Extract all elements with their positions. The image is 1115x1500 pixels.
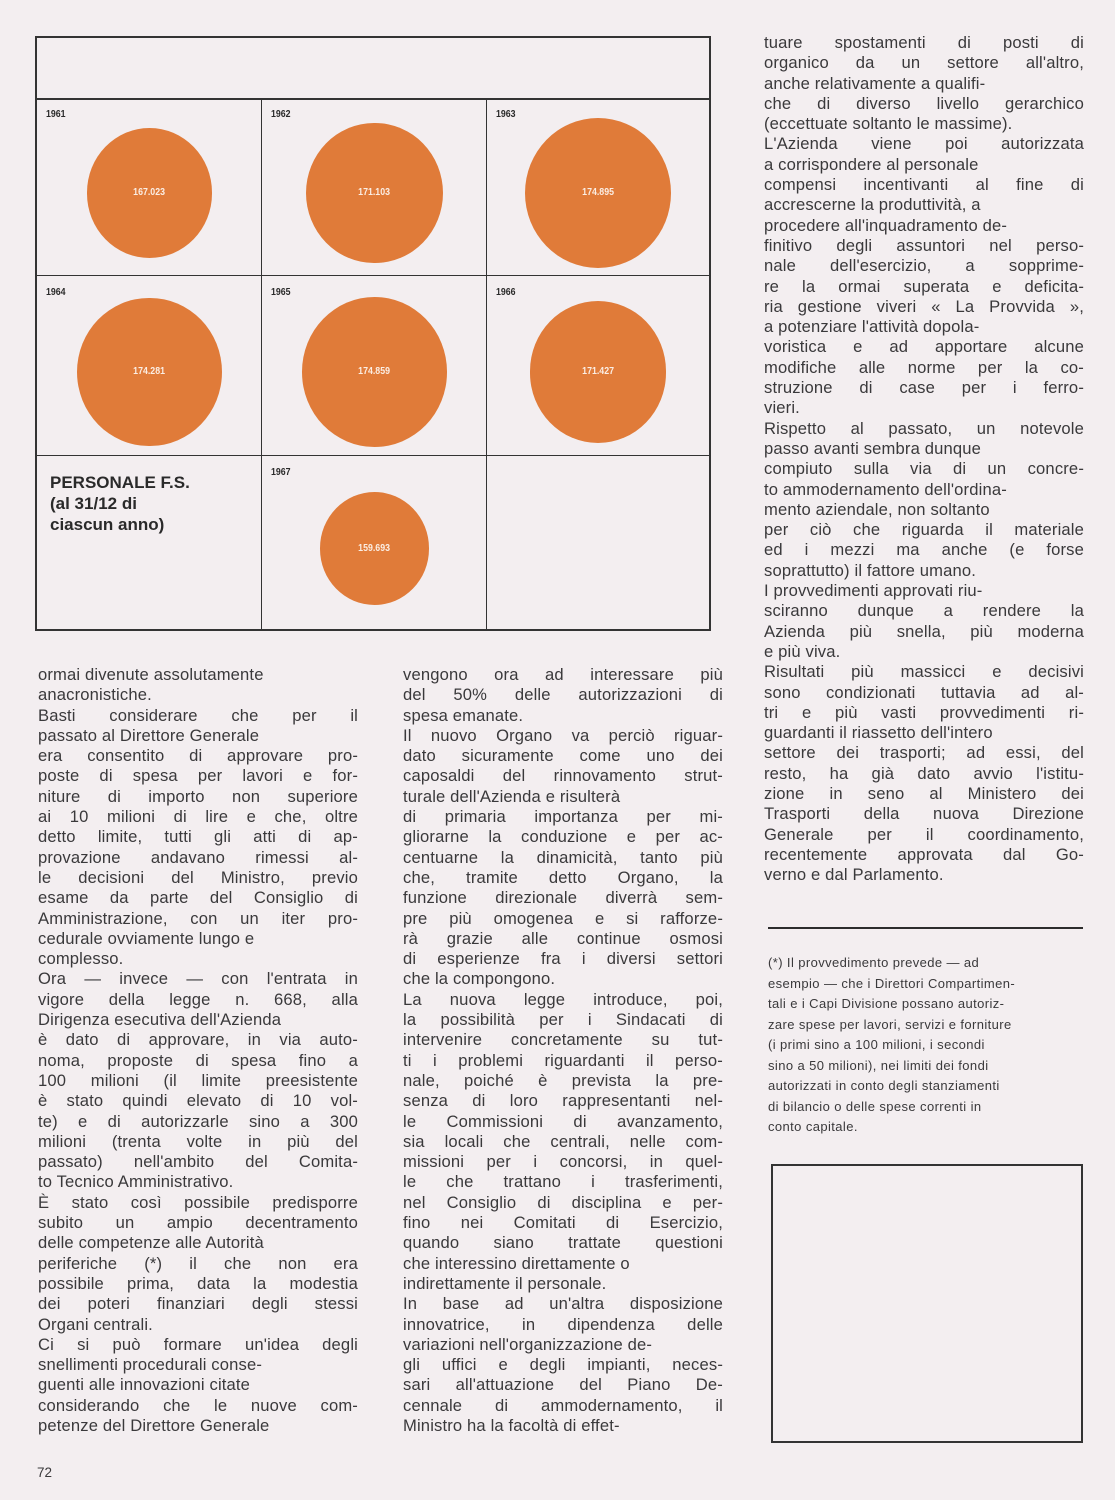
text-line: ormai divenute assolutamente <box>38 665 264 684</box>
text-line: sciranno dunque a rendere la <box>764 601 1084 621</box>
text-line: pre più omogenea e si rafforze- <box>403 908 723 928</box>
text-line: che interessino direttamente o <box>403 1253 630 1273</box>
text-line: noma, proposte di spesa fino a <box>38 1050 358 1070</box>
article-column-middle <box>403 665 723 1436</box>
text-line: ai 10 milioni di lire e che, oltre <box>38 807 358 827</box>
text-line: resto, ha già dato avvio l'istitu- <box>764 763 1084 783</box>
footnote-line: di bilancio o delle spese correnti in <box>768 1098 982 1114</box>
text-line: nel Consiglio di disciplina e per- <box>403 1192 723 1212</box>
text-line: Organi centrali. <box>38 1314 153 1334</box>
data-circle <box>525 118 671 268</box>
text-line: considerando che le nuove com- <box>38 1395 358 1415</box>
text-line: passato) nell'ambito del Comita- <box>38 1152 358 1172</box>
text-line: to ammodernamento dell'ordina- <box>764 479 1007 499</box>
data-label: 174.895 <box>582 187 614 199</box>
footnote-divider <box>768 927 1083 929</box>
text-line: (eccettuate soltanto le massime). <box>764 114 1013 134</box>
footnote-line: esempio — che i Direttori Compartimen- <box>768 975 1016 991</box>
text-line: zione in seno al Ministero dei <box>764 783 1084 803</box>
text-line: procedere all'inquadramento de- <box>764 215 1008 235</box>
text-line: milioni (trenta volte in più del <box>38 1131 358 1151</box>
footnote-line: conto capitale. <box>768 1119 858 1134</box>
data-circle <box>87 128 213 258</box>
data-label: 174.859 <box>358 366 391 378</box>
text-line: per ciò che riguarda il materiale <box>764 520 1084 540</box>
left-column-paragraph <box>38 1193 358 1335</box>
text-line: possibile prima, data la modestia <box>38 1273 358 1293</box>
data-label: 167.023 <box>133 187 166 199</box>
text-line: Basti considerare che per il <box>38 705 358 725</box>
text-line: missioni per i concorsi, in quel- <box>403 1152 723 1172</box>
text-line: In base ad un'altra disposizione <box>403 1294 723 1314</box>
text-line: ed i mezzi ma anche (e forse <box>764 540 1084 560</box>
text-line: detto limite, tutti gli atti di ap- <box>38 827 358 847</box>
text-line: e più viva. <box>764 641 841 661</box>
text-line: Rispetto al passato, un notevole <box>764 418 1084 438</box>
empty-frame <box>771 1164 1083 1443</box>
text-line: complesso. <box>38 949 124 969</box>
text-line: a corrispondere al personale <box>764 154 979 174</box>
text-line: tri e più vasti provvedimenti ri- <box>764 702 1084 722</box>
footnote-line: autorizzati in conto degli stanziamenti <box>768 1078 1000 1093</box>
data-label: 171.427 <box>582 366 614 378</box>
chart-cell-1966 <box>487 276 709 456</box>
text-line: passo avanti sembra dunque <box>764 438 981 458</box>
article-column-right <box>764 33 1084 885</box>
year-label: 1962 <box>271 109 291 120</box>
data-circle <box>302 297 448 447</box>
right-column-paragraph <box>764 662 1084 885</box>
text-line: anacronistiche. <box>38 685 152 705</box>
text-line: Dirigenza esecutiva dell'Azienda <box>38 1010 282 1030</box>
text-line: to Tecnico Amministrativo. <box>38 1172 234 1192</box>
data-label: 159.693 <box>358 542 391 554</box>
left-column-paragraph <box>38 969 358 1192</box>
year-label: 1963 <box>496 109 516 120</box>
text-line: settore dei trasporti; ad essi, del <box>764 743 1084 763</box>
text-line: che la compongono. <box>403 969 556 989</box>
text-line: poste di spesa per lavori e for- <box>38 766 358 786</box>
text-line: è stato quindi elevato di 10 vol- <box>38 1091 358 1111</box>
text-line: cedurale ovviamente lungo e <box>38 928 255 948</box>
text-line: centuarne la dinamicità, tanto più <box>403 847 723 867</box>
data-label: 174.281 <box>133 366 166 378</box>
text-line: compiuto sulla via di un concre- <box>764 459 1084 479</box>
chart-cell-1963 <box>487 98 709 276</box>
middle-column-paragraph <box>403 1294 723 1436</box>
text-line: dei poteri finanziari degli stessi <box>38 1294 358 1314</box>
text-line: spesa emanate. <box>403 705 524 725</box>
text-line: provazione andavano rimessi al- <box>38 847 358 867</box>
text-line: tuare spostamenti di posti di <box>764 33 1084 52</box>
text-line: turale dell'Azienda e risulterà <box>403 786 621 806</box>
text-line: Trasporti della nuova Direzione <box>764 804 1084 824</box>
left-column-paragraph <box>38 706 358 970</box>
text-line: periferiche (*) il che non era <box>38 1253 358 1273</box>
text-line: vieri. <box>764 398 800 418</box>
page-number: 72 <box>37 1465 53 1480</box>
year-label: 1961 <box>46 109 66 120</box>
text-line: caposaldi del rinnovamento strut- <box>403 766 723 786</box>
text-line: accrescerne la produttività, a <box>764 195 981 215</box>
text-line: recentemente approvata dal Go- <box>764 844 1084 864</box>
text-line: esame da parte del Consiglio di <box>38 888 358 908</box>
text-line: è dato di approvare, in via auto- <box>38 1030 358 1050</box>
footnote-line: (*) Il provvedimento prevede — ad <box>768 955 980 970</box>
text-line: cennale di ammodernamento, il <box>403 1395 723 1415</box>
middle-column-paragraph <box>403 990 723 1294</box>
text-line: le che trattano i trasferimenti, <box>403 1172 723 1192</box>
chart-header-strip <box>37 38 709 100</box>
text-line: re la ormai superata e deficita- <box>764 276 1084 296</box>
text-line: L'Azienda viene poi autorizzata <box>764 134 1084 154</box>
text-line: voristica e ad apportare alcune <box>764 337 1084 357</box>
middle-column-paragraph <box>403 665 723 726</box>
text-line: I provvedimenti approvati riu- <box>764 581 983 601</box>
text-line: vigore della legge n. 668, alla <box>38 989 358 1009</box>
text-line: passato al Direttore Generale <box>38 725 260 745</box>
text-line: le Commissioni di avanzamento, <box>403 1111 723 1131</box>
text-line: che, tramite detto Organo, la <box>403 867 723 887</box>
left-column-paragraph <box>38 665 358 706</box>
chart-title-line: PERSONALE F.S. <box>50 473 190 492</box>
text-line: gli uffici e degli impianti, neces- <box>403 1355 723 1375</box>
chart-title <box>50 472 190 535</box>
right-column-paragraph <box>764 33 1084 134</box>
chart-title-line: (al 31/12 di <box>50 494 137 513</box>
data-circle <box>320 492 429 604</box>
right-column-paragraph <box>764 134 1084 418</box>
text-line: subito un ampio decentramento <box>38 1213 358 1233</box>
text-line: del 50% delle autorizzazioni di <box>403 685 723 705</box>
data-circle <box>77 298 221 447</box>
text-line: finitivo degli assuntori nel perso- <box>764 235 1084 255</box>
text-line: verno e dal Parlamento. <box>764 865 944 885</box>
chart-cell-1964 <box>37 276 262 456</box>
text-line: petenze del Direttore Generale <box>38 1415 270 1435</box>
text-line: organico da un settore all'altro, <box>764 53 1084 73</box>
text-line: le decisioni del Ministro, previo <box>38 867 358 887</box>
text-line: Azienda più snella, più moderna <box>764 621 1084 641</box>
text-line: fino nei Comitati di Esercizio, <box>403 1213 723 1233</box>
text-line: delle competenze alle Autorità <box>38 1233 264 1253</box>
text-line: senza di loro rappresentanti nel- <box>403 1091 723 1111</box>
text-line: Ministro ha la facoltà di effet- <box>403 1415 620 1435</box>
text-line: 100 milioni (il limite preesistente <box>38 1070 358 1090</box>
personnel-chart <box>35 36 711 631</box>
footnote-line: sino a 50 milioni), nei limiti dei fondi <box>768 1057 989 1073</box>
text-line: la possibilità per i Sindacati di <box>403 1010 723 1030</box>
text-line: innovatrice, in dipendenza delle <box>403 1314 723 1334</box>
text-line: variazioni nell'organizzazione de- <box>403 1334 653 1354</box>
text-line: che di diverso livello gerarchico <box>764 93 1084 113</box>
text-line: Risultati più massicci e decisivi <box>764 662 1084 682</box>
year-label: 1964 <box>46 287 66 298</box>
text-line: Ci si può formare un'idea degli <box>38 1334 358 1354</box>
text-line: dato sicuramente come uno dei <box>403 746 723 766</box>
text-line: struzione di case per i ferro- <box>764 378 1084 398</box>
data-circle <box>530 301 667 442</box>
chart-cell-1967 <box>262 456 487 629</box>
text-line: gliorarne la conduzione e per ac- <box>403 827 723 847</box>
text-line: vengono ora ad interessare più <box>403 665 723 684</box>
footnote-line: tali e i Capi Divisione possano autoriz- <box>768 996 1005 1011</box>
text-line: niture di importo non superiore <box>38 786 358 806</box>
footnote <box>768 953 1083 1138</box>
right-column-paragraph <box>764 419 1084 581</box>
text-line: anche relativamente a qualifi- <box>764 73 986 93</box>
text-line: Amministrazione, con un iter pro- <box>38 908 358 928</box>
text-line: a potenziare l'attività dopola- <box>764 317 980 337</box>
middle-column-paragraph <box>403 726 723 990</box>
text-line: soprattutto) il fattore umano. <box>764 560 977 580</box>
chart-empty-cell <box>487 456 709 629</box>
text-line: mento aziendale, non soltanto <box>764 499 990 519</box>
text-line: rà grazie alle continue osmosi <box>403 928 723 948</box>
chart-cell-1961 <box>37 98 262 276</box>
text-line: modifiche alle norme per la co- <box>764 357 1084 377</box>
text-line: funzione direzionale diverrà sem- <box>403 888 723 908</box>
data-circle <box>306 123 442 263</box>
year-label: 1967 <box>271 467 291 478</box>
chart-cell-1965 <box>262 276 487 456</box>
text-line: nale, poiché è prevista la pre- <box>403 1070 723 1090</box>
text-line: snellimenti procedurali conse- <box>38 1355 263 1375</box>
article-column-left <box>38 665 358 1436</box>
chart-title-cell <box>37 456 262 629</box>
text-line: era consentito di approvare pro- <box>38 746 358 766</box>
text-line: compensi incentivanti al fine di <box>764 175 1084 195</box>
data-label: 171.103 <box>358 187 391 199</box>
year-label: 1965 <box>271 287 291 298</box>
text-line: nale dell'esercizio, a sopprime- <box>764 256 1084 276</box>
text-line: di primaria importanza per mi- <box>403 807 723 827</box>
footnote-line: (i primi sino a 100 milioni, i secondi <box>768 1037 985 1052</box>
text-line: sari all'attuazione del Piano De- <box>403 1375 723 1395</box>
chart-cell-1962 <box>262 98 487 276</box>
text-line: indirettamente il personale. <box>403 1273 607 1293</box>
text-line: quando siano trattate questioni <box>403 1233 723 1253</box>
text-line: di esperienze fra i diversi settori <box>403 949 723 969</box>
text-line: ria gestione viveri « La Provvida », <box>764 296 1084 316</box>
text-line: Il nuovo Organo va perciò riguar- <box>403 725 723 745</box>
text-line: intervenire concretamente su tut- <box>403 1030 723 1050</box>
footnote-line: zare spese per lavori, servizi e forniture <box>768 1016 1012 1032</box>
chart-title-line: ciascun anno) <box>50 515 165 534</box>
left-column-paragraph <box>38 1335 358 1436</box>
right-column-paragraph <box>764 581 1084 662</box>
text-line: ti i problemi riguardanti il perso- <box>403 1050 723 1070</box>
text-line: guardanti il riassetto dell'intero <box>764 723 993 743</box>
text-line: Generale per il coordinamento, <box>764 824 1084 844</box>
text-line: guenti alle innovazioni citate <box>38 1375 251 1395</box>
text-line: sono condizionati tuttavia ad al- <box>764 682 1084 702</box>
text-line: Ora — invece — con l'entrata in <box>38 969 358 989</box>
text-line: sia locali che centrali, nelle com- <box>403 1131 723 1151</box>
text-line: È stato così possibile predisporre <box>38 1192 358 1212</box>
year-label: 1966 <box>496 287 516 298</box>
text-line: La nuova legge introduce, poi, <box>403 989 723 1009</box>
text-line: te) e di autorizzarle sino a 300 <box>38 1111 358 1131</box>
